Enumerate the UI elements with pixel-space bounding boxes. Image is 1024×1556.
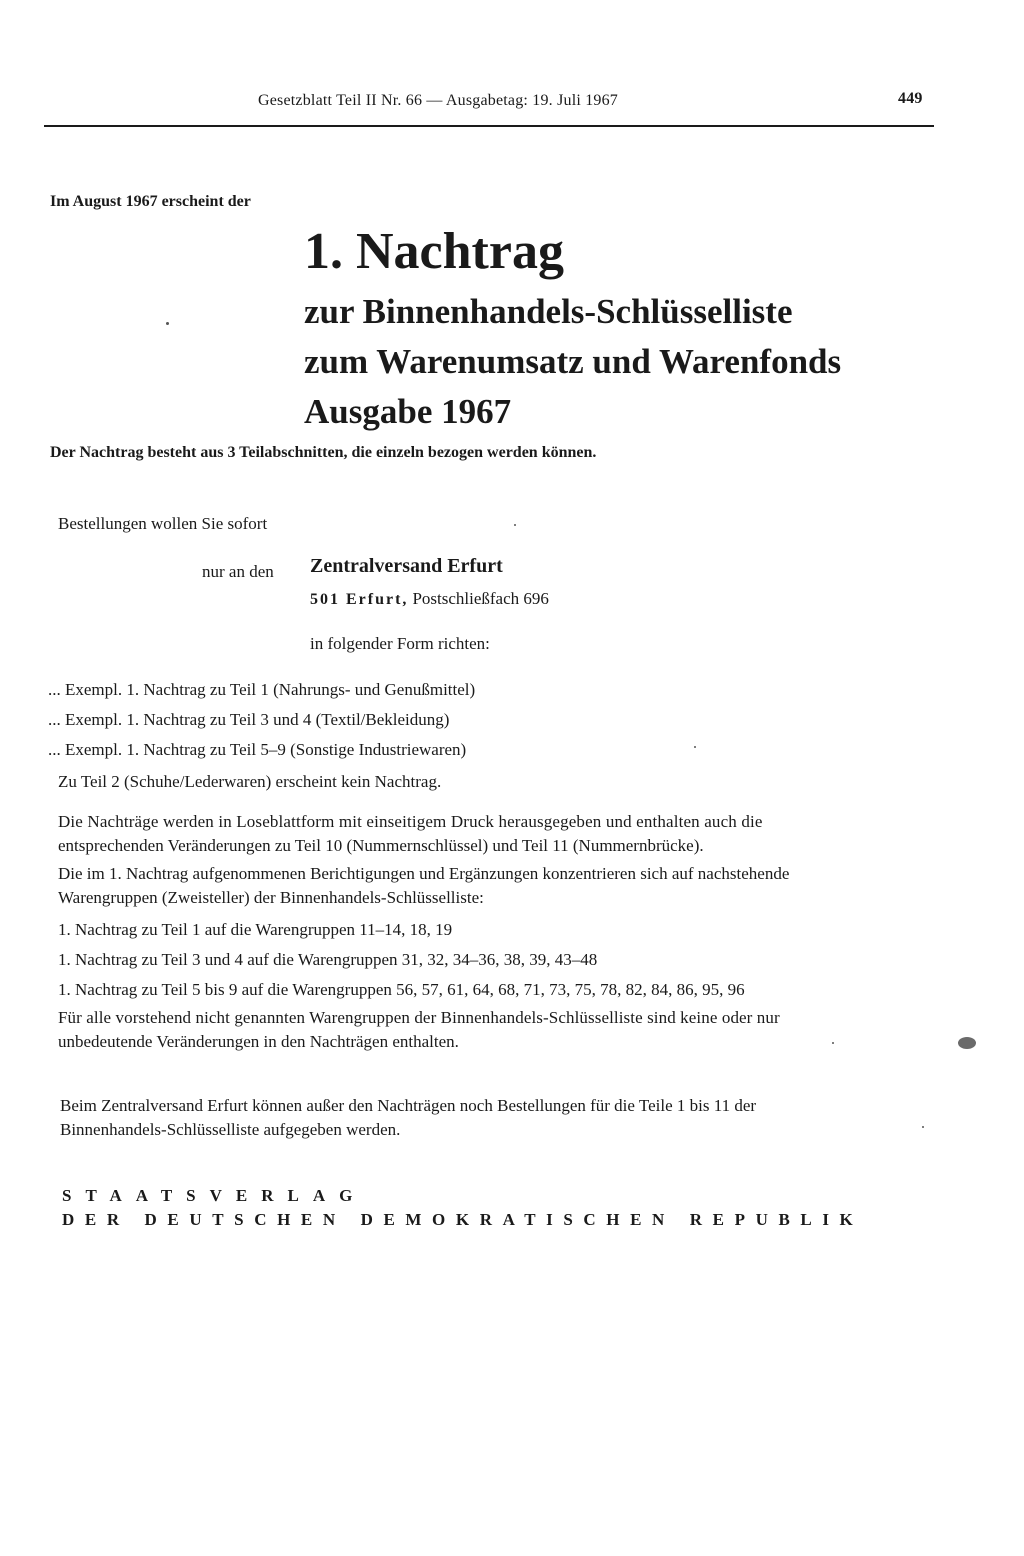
order-item-dots: ... [48, 740, 61, 759]
scan-speck [694, 746, 696, 748]
order-postbox: Postschließfach 696 [412, 589, 549, 608]
para-other-line-2: unbedeutende Veränderungen in den Nachträgen enthalten. [58, 1032, 459, 1051]
para-more-line-2: Binnenhandels-Schlüsselliste aufgegeben werden. [60, 1120, 401, 1139]
order-item [48, 680, 475, 700]
para-focus-line-2: Warengruppen (Zweisteller) der Binnenhandels-Schlüsselliste: [58, 888, 484, 907]
running-header: Gesetzblatt Teil II Nr. 66 — Ausgabetag: 19. Juli 1967 [258, 92, 618, 109]
group-line: 1. Nachtrag zu Teil 5 bis 9 auf die Warengruppen 56, 57, 61, 64, 68, 71, 73, 75, 78, 82, 84, 86, 95, 96 [58, 980, 745, 999]
title-line-4: Ausgabe 1967 [304, 392, 512, 431]
subtitle: Der Nachtrag besteht aus 3 Teilabschnitten, die einzeln bezogen werden können. [50, 444, 597, 461]
header-rule [44, 125, 934, 127]
publisher-line-2: DER DEUTSCHEN DEMOKRATISCHEN REPUBLIK [62, 1210, 864, 1229]
title-line-3: zum Warenumsatz und Warenfonds [304, 342, 842, 381]
order-item-dots: ... [48, 710, 61, 729]
intro-text: Im August 1967 erscheint der [50, 193, 251, 210]
order-item-text: Exempl. 1. Nachtrag zu Teil 1 (Nahrungs- und Genußmittel) [65, 680, 476, 699]
group-line: 1. Nachtrag zu Teil 3 und 4 auf die Warengruppen 31, 32, 34–36, 38, 39, 43–48 [58, 950, 598, 969]
page-number: 449 [898, 90, 923, 107]
order-item [48, 710, 449, 730]
order-prefix: nur an den [202, 562, 274, 581]
order-line-1: Bestellungen wollen Sie sofort [58, 514, 268, 533]
para-focus-line-1: Die im 1. Nachtrag aufgenommenen Berichtigungen und Ergänzungen konzentrieren sich auf nachstehende [58, 864, 790, 883]
group-line: 1. Nachtrag zu Teil 1 auf die Warengruppen 11–14, 18, 19 [58, 920, 453, 939]
title-main: 1. Nachtrag [304, 223, 564, 280]
order-recipient: Zentralversand Erfurt [310, 555, 503, 577]
order-city: 501 Erfurt, [310, 591, 409, 608]
scan-speck [832, 1042, 834, 1044]
para-more-line-1: Beim Zentralversand Erfurt können außer den Nachträgen noch Bestellungen für die Teile 1 bis 11 der [60, 1096, 757, 1115]
scan-speck [514, 524, 516, 526]
order-form-line: in folgender Form richten: [310, 634, 490, 653]
publisher-line-1: STAATSVERLAG [62, 1186, 367, 1205]
scan-speck [958, 1037, 976, 1049]
scan-speck [166, 322, 169, 325]
scan-speck [922, 1126, 924, 1128]
para-other-line-1: Für alle vorstehend nicht genannten Warengruppen der Binnenhandels-Schlüsselliste sind keine oder nur [58, 1008, 780, 1027]
para-loose-line-2: entsprechenden Veränderungen zu Teil 10 (Nummernschlüssel) und Teil 11 (Nummernbrücke). [58, 836, 704, 855]
para-loose-line-1: Die Nachträge werden in Loseblattform mit einseitigem Druck herausgegeben und enthalten auch die [58, 812, 763, 831]
order-address [310, 589, 549, 609]
order-item-text: Exempl. 1. Nachtrag zu Teil 5–9 (Sonstige Industriewaren) [65, 740, 467, 759]
title-line-2: zur Binnenhandels-Schlüsselliste [304, 292, 793, 331]
no-supplement-note: Zu Teil 2 (Schuhe/Lederwaren) erscheint kein Nachtrag. [58, 772, 442, 791]
order-item-dots: ... [48, 680, 61, 699]
order-item-text: Exempl. 1. Nachtrag zu Teil 3 und 4 (Textil/Bekleidung) [65, 710, 450, 729]
order-item [48, 740, 466, 760]
